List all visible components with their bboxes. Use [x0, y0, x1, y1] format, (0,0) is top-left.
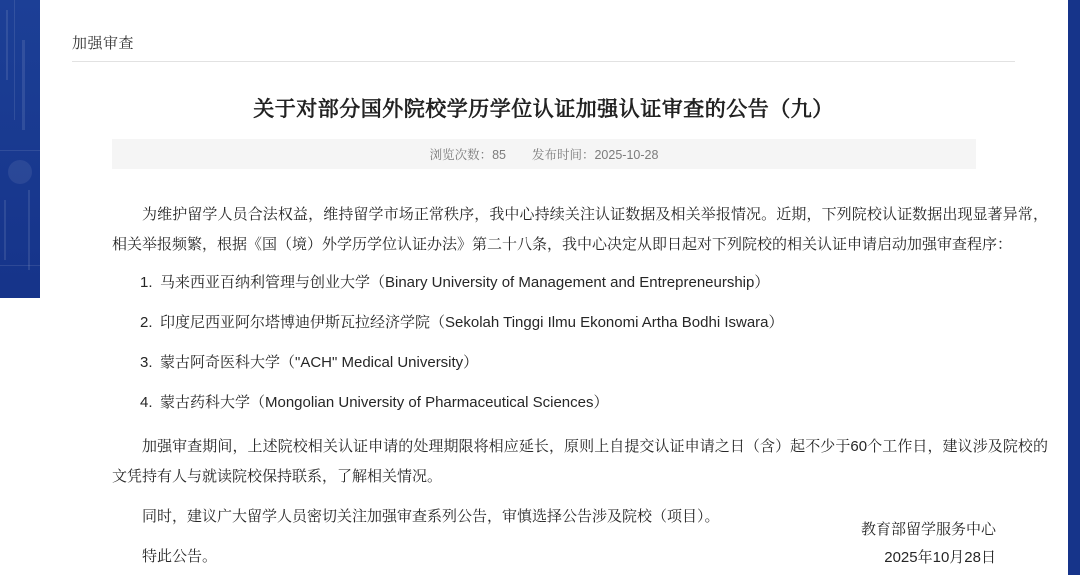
signature-block	[861, 516, 996, 572]
article-content	[40, 0, 1068, 575]
paragraph-intro: 为维护留学人员合法权益，维持留学市场正常秩序，我中心持续关注认证数据及相关举报情况。近期，下列院校认证数据出现显著异常，相关举报频繁，根据《国（境）外学历学位认证办法》第二十八条，我中心决定从即日起对下列院校的相关认证申请启动加强审查程序：	[112, 206, 1048, 253]
right-decorative-band	[1068, 0, 1080, 575]
signature-org: 教育部留学服务中心	[860, 521, 996, 538]
paragraph-closing: 特此公告。	[142, 548, 218, 565]
list-item: 马来西亚百纳利管理与创业大学（Binary University of Management and Entrepreneurship）	[160, 274, 770, 291]
left-band-lower-fill	[0, 298, 40, 575]
list-item: 蒙古阿奇医科大学（"ACH" Medical University）	[160, 354, 479, 371]
school-list	[112, 272, 1048, 414]
list-item: 蒙古药科大学（Mongolian University of Pharmaceutical Sciences）	[160, 394, 609, 411]
publish-date: 发布时间：2025-10-28	[531, 148, 659, 162]
list-item: 印度尼西亚阿尔塔博迪伊斯瓦拉经济学院（Sekolah Tinggi Ilmu Ekonomi Artha Bodhi Iswara）	[160, 314, 784, 331]
page-title: 关于对部分国外院校学历学位认证加强认证审查的公告（九）	[253, 98, 834, 122]
article-meta-bar	[112, 139, 976, 169]
view-count: 浏览次数：85	[429, 148, 506, 162]
header-divider	[72, 61, 1015, 62]
signature-date: 2025年10月28日	[884, 549, 996, 566]
paragraph-review-period: 加强审查期间，上述院校相关认证申请的处理期限将相应延长，原则上自提交认证申请之日（含）起不少于60个工作日，建议涉及院校的文凭持有人与就读院校保持联系，了解相关情况。	[112, 438, 1048, 485]
paragraph-advice: 同时，建议广大留学人员密切关注加强审查系列公告，审慎选择公告涉及院校（项目）。	[142, 508, 720, 525]
breadcrumb[interactable]: 加强审查	[72, 35, 135, 52]
